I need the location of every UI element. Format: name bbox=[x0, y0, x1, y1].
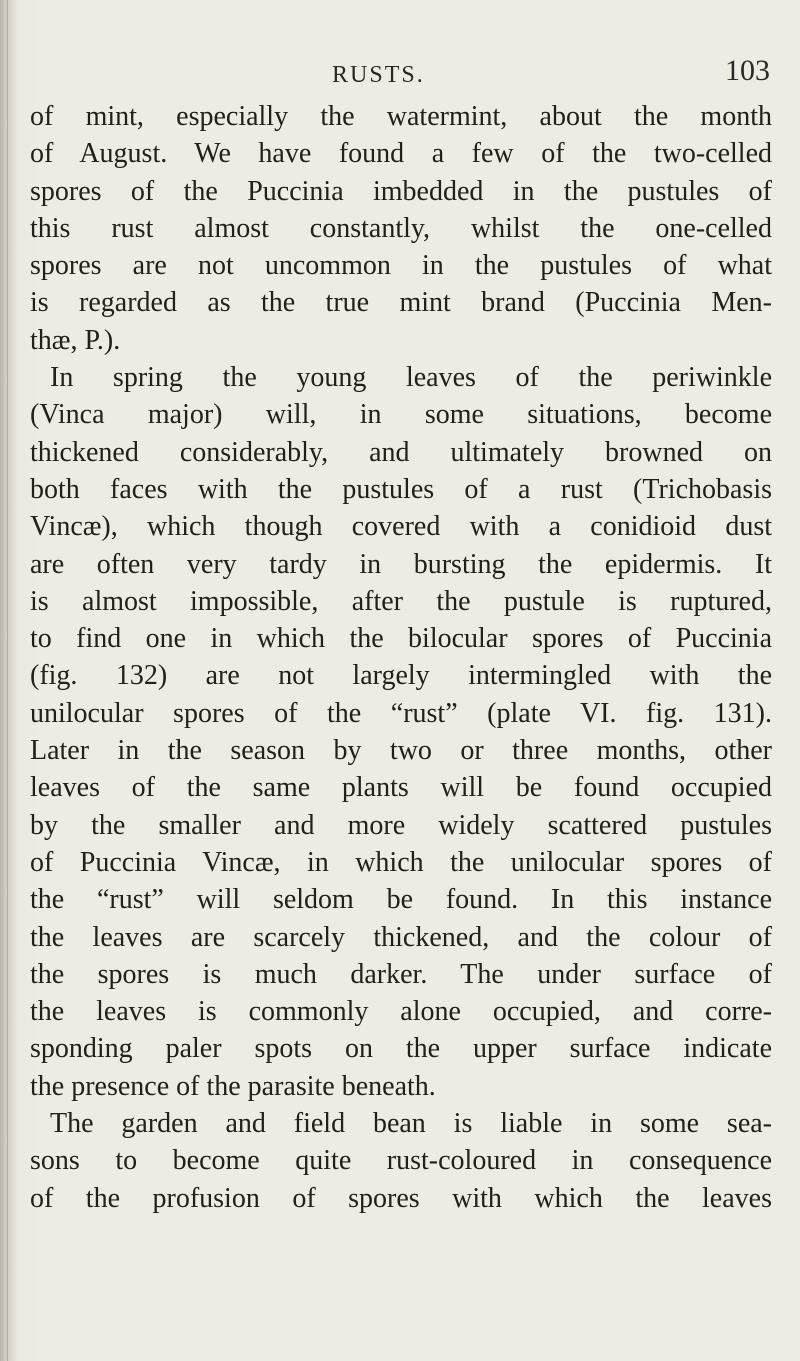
text-line: the leaves is commonly alone occupied, and corre- bbox=[30, 996, 772, 1028]
text-line: of the profusion of spores with which the leaves bbox=[30, 1182, 772, 1214]
running-title: RUSTS. bbox=[332, 62, 425, 88]
text-line: sponding paler spots on the upper surface indicate bbox=[30, 1033, 772, 1065]
paragraph-start-line: In spring the young leaves of the periwinkle bbox=[50, 362, 772, 394]
text-line: is almost impossible, after the pustule is ruptured, bbox=[30, 585, 772, 617]
text-line: leaves of the same plants will be found occupied bbox=[30, 772, 772, 804]
text-line: both faces with the pustules of a rust (Trichobasis bbox=[30, 473, 772, 505]
body-text bbox=[30, 98, 772, 1217]
text-line: of mint, especially the watermint, about the month bbox=[30, 101, 772, 132]
page-number: 103 bbox=[725, 54, 770, 87]
running-head bbox=[0, 52, 800, 92]
text-line: the presence of the parasite beneath. bbox=[30, 1070, 436, 1102]
text-line: by the smaller and more widely scattered pustules bbox=[30, 809, 772, 841]
text-line: spores of the Puccinia imbedded in the pustules of bbox=[30, 175, 772, 207]
text-line: to find one in which the bilocular spores of Puccinia bbox=[30, 623, 772, 655]
text-line: spores are not uncommon in the pustules of what bbox=[30, 250, 772, 282]
text-line: is regarded as the true mint brand (Puccinia Men- bbox=[30, 287, 772, 319]
text-line: this rust almost constantly, whilst the one-celled bbox=[30, 212, 772, 244]
text-line: the spores is much darker. The under surface of bbox=[30, 958, 772, 990]
text-line: the “rust” will seldom be found. In this instance bbox=[30, 884, 772, 916]
text-line: (fig. 132) are not largely intermingled with the bbox=[30, 660, 772, 692]
binding-gutter-shadow bbox=[0, 0, 18, 1361]
text-line: of August. We have found a few of the two-celled bbox=[30, 138, 772, 170]
text-line: thæ, P.). bbox=[30, 324, 121, 356]
text-line: sons to become quite rust-coloured in consequence bbox=[30, 1145, 772, 1177]
text-line: Vincæ), which though covered with a conidioid dust bbox=[30, 511, 772, 543]
text-line: unilocular spores of the “rust” (plate VI. fig. 131). bbox=[30, 697, 772, 729]
text-line: of Puccinia Vincæ, in which the unilocular spores of bbox=[30, 846, 772, 878]
text-line: are often very tardy in bursting the epidermis. It bbox=[30, 548, 772, 580]
text-line: (Vinca major) will, in some situations, become bbox=[30, 399, 772, 431]
text-line: thickened considerably, and ultimately browned on bbox=[30, 436, 772, 468]
text-line: the leaves are scarcely thickened, and the colour of bbox=[30, 921, 772, 953]
text-line: Later in the season by two or three months, other bbox=[30, 735, 772, 767]
binding-edge-line bbox=[7, 0, 8, 1361]
paragraph-start-line: The garden and field bean is liable in some sea- bbox=[50, 1108, 772, 1140]
